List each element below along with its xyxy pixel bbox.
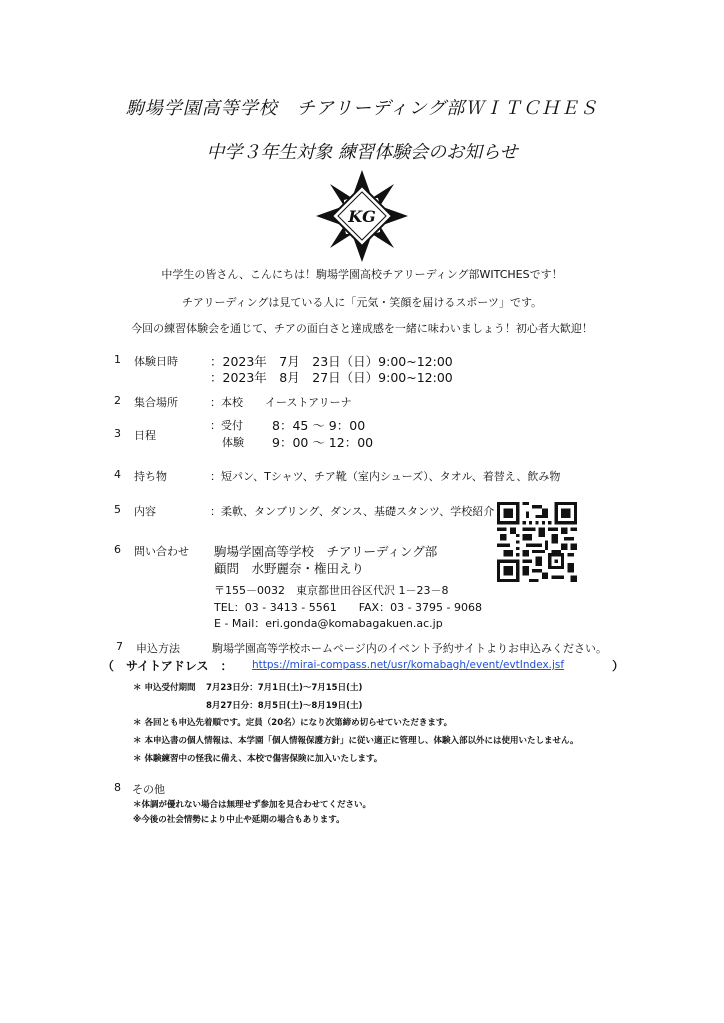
- application-period-label: ＊ 申込受付期間: [133, 683, 196, 693]
- note-cancellation: ※今後の社会情勢により中止や延期の場合もあります。: [133, 815, 345, 825]
- items-to-bring: ：短パン、Tシャツ、チア靴（室内シューズ）、タオル、着替え、飲み物: [210, 470, 561, 483]
- note-first-come: ＊ 各回とも申込先着順です。定員（20名）になり次第締め切らせていただきます。: [133, 718, 453, 728]
- meeting-place: ：本校 イーストアリーナ: [210, 396, 352, 409]
- logo-text: KG: [348, 207, 376, 226]
- intro-line-2: チアリーディングは見ている人に「元気・笑顔を届けるスポーツ」です。: [181, 296, 543, 309]
- event-site-link[interactable]: https://mirai-compass.net/usr/komabagh/event/evtIndex.jsf: [252, 659, 565, 671]
- section-6-label: 問い合わせ: [134, 545, 189, 558]
- trial-label: 体験: [222, 436, 244, 449]
- section-7-label: 申込方法: [136, 642, 180, 655]
- qr-code[interactable]: [497, 502, 577, 582]
- application-period-2: 8月27日分：8月5日(土)～8月19日(土): [206, 701, 363, 711]
- contact-phone: TEL：03 - 3413 - 5561 FAX：03 - 3795 - 9068: [214, 601, 482, 614]
- club-logo: [314, 168, 410, 264]
- trial-time: 9：00 ～ 12：00: [272, 435, 374, 450]
- program-content: ：柔軟、タンブリング、ダンス、基礎スタンツ、学校紹介: [210, 505, 495, 518]
- section-2-label: 集合場所: [134, 396, 178, 409]
- note-health: ＊体調が優れない場合は無理せず参加を見合わせてください。: [133, 800, 372, 810]
- section-3-label: 日程: [134, 429, 156, 442]
- title-school: 駒場学園高等学校 チアリーディング部ＷＩＴＣＨＥＳ: [125, 98, 599, 119]
- section-1-label: 体験日時: [134, 355, 178, 368]
- reception-time: 8：45 ～ 9：00: [272, 418, 366, 433]
- contact-advisor: 顧問 水野麗奈・権田えり: [214, 561, 365, 576]
- contact-organization: 駒場学園高等学校 チアリーディング部: [214, 544, 438, 559]
- note-insurance: ＊ 体験練習中の怪我に備え、本校で傷害保険に加入いたします。: [133, 754, 383, 764]
- section-7-number: 7: [116, 640, 123, 653]
- intro-line-3: 今回の練習体験会を通じて、チアの面白さと達成感を一緒に味わいましょう！初心者大歓迎！: [131, 322, 593, 335]
- site-address-close: ）: [612, 659, 625, 673]
- section-4-label: 持ち物: [134, 470, 167, 483]
- intro-line-1: 中学生の皆さん、こんにちは！駒場学園高校チアリーディング部WITCHESです！: [161, 268, 563, 281]
- section-6-number: 6: [114, 543, 121, 556]
- contact-address: 〒155－0032 東京都世田谷区代沢 1－23－8: [214, 584, 449, 597]
- reception-label: ：受付: [210, 419, 243, 432]
- section-8-label: その他: [132, 783, 165, 796]
- schedule-date-1: ：2023年 7月 23日（日）9:00~12:00: [210, 354, 453, 369]
- section-4-number: 4: [114, 468, 121, 481]
- section-8-number: 8: [114, 781, 121, 794]
- section-2-number: 2: [114, 394, 121, 407]
- section-1-number: 1: [114, 353, 121, 366]
- section-5-label: 内容: [134, 505, 156, 518]
- title-event: 中学３年生対象 練習体験会のお知らせ: [206, 142, 518, 163]
- section-3-number: 3: [114, 427, 121, 440]
- contact-email[interactable]: E - Mail：eri.gonda@komabagakuen.ac.jp: [214, 617, 443, 630]
- application-method: 駒場学園高等学校ホームページ内のイベント予約サイトよりお申込みください。: [212, 642, 608, 655]
- site-address-label: （ サイトアドレス ：: [102, 659, 233, 673]
- section-5-number: 5: [114, 503, 121, 516]
- note-privacy: ＊ 本申込書の個人情報は、本学園「個人情報保護方針」に従い適正に管理し、体験入部以外には使用いたしません。: [133, 736, 579, 746]
- schedule-date-2: ：2023年 8月 27日（日）9:00~12:00: [210, 370, 453, 385]
- application-period-1: 7月23日分：7月1日(土)～7月15日(土): [206, 683, 363, 693]
